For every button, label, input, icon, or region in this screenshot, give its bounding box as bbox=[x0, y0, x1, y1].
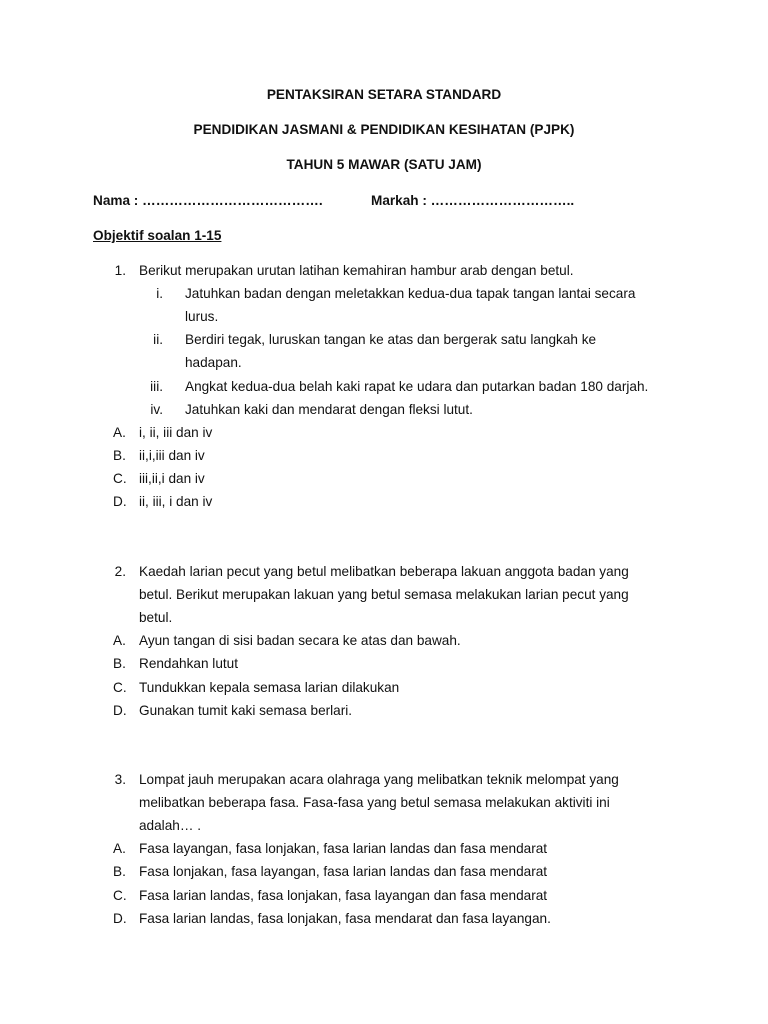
option-letter: C. bbox=[113, 887, 127, 903]
question-text: betul. Berikut merupakan lakuan yang betul semasa melakukan larian pecut yang bbox=[139, 587, 629, 603]
option-text: i, ii, iii dan iv bbox=[139, 424, 213, 440]
option-text: Fasa larian landas, fasa lonjakan, fasa layangan dan fasa mendarat bbox=[139, 887, 548, 903]
option-text: Fasa layangan, fasa lonjakan, fasa larian landas dan fasa mendarat bbox=[139, 841, 548, 857]
option-letter: B. bbox=[113, 864, 126, 880]
option-letter: D. bbox=[113, 702, 127, 718]
option-text: Gunakan tumit kaki semasa berlari. bbox=[139, 702, 353, 718]
option-letter: D. bbox=[113, 910, 127, 926]
item-text: Jatuhkan badan dengan meletakkan kedua-dua tapak tangan lantai secara bbox=[185, 286, 636, 302]
question-text: Kaedah larian pecut yang betul melibatkan beberapa lakuan anggota badan yang bbox=[139, 564, 629, 579]
option-letter: A. bbox=[113, 424, 126, 440]
question-text: Lompat jauh merupakan acara olahraga yang melibatkan teknik melompat yang bbox=[139, 772, 619, 787]
option-text: Ayun tangan di sisi badan secara ke atas dan bawah. bbox=[139, 633, 461, 649]
item-numeral: iv. bbox=[150, 401, 163, 417]
option-letter: D. bbox=[113, 494, 127, 509]
item-text: Berdiri tegak, luruskan tangan ke atas dan bergerak satu langkah ke bbox=[185, 332, 597, 348]
question-number: 1. bbox=[114, 263, 126, 278]
item-numeral: iii. bbox=[150, 378, 163, 394]
item-numeral: i. bbox=[156, 286, 163, 302]
marks-field-label: Markah : ………………………….. bbox=[371, 193, 575, 208]
item-text: Jatuhkan kaki dan mendarat dengan fleksi lutut. bbox=[185, 401, 473, 417]
question-text: adalah… . bbox=[139, 818, 201, 834]
option-text: ii,i,iii dan iv bbox=[139, 447, 205, 463]
option-text: Fasa larian landas, fasa lonjakan, fasa mendarat dan fasa layangan. bbox=[139, 910, 551, 926]
option-text: Tundukkan kepala semasa larian dilakukan bbox=[139, 679, 400, 695]
option-text: iii,ii,i dan iv bbox=[139, 470, 205, 486]
item-text: Angkat kedua-dua belah kaki rapat ke udara dan putarkan badan 180 darjah. bbox=[185, 378, 649, 394]
question-number: 3. bbox=[114, 772, 126, 787]
section-heading: Objektif soalan 1-15 bbox=[93, 228, 222, 243]
class-title: TAHUN 5 MAWAR (SATU JAM) bbox=[286, 157, 482, 172]
option-letter: C. bbox=[113, 470, 127, 486]
option-letter: B. bbox=[113, 656, 126, 672]
item-text: hadapan. bbox=[185, 355, 242, 371]
option-letter: A. bbox=[113, 841, 126, 857]
question-text: betul. bbox=[139, 610, 173, 626]
option-text: ii, iii, i dan iv bbox=[139, 494, 213, 509]
option-text: Rendahkan lutut bbox=[139, 656, 239, 672]
option-letter: B. bbox=[113, 447, 126, 463]
document-title: PENTAKSIRAN SETARA STANDARD bbox=[266, 87, 502, 102]
question-text: Berikut merupakan urutan latihan kemahiran hambur arab dengan betul. bbox=[139, 263, 574, 278]
option-letter: C. bbox=[113, 679, 127, 695]
item-text: lurus. bbox=[185, 309, 219, 325]
name-field-label: Nama : …………………………………. bbox=[93, 193, 323, 208]
name-marks-row bbox=[93, 193, 575, 208]
option-letter: A. bbox=[113, 633, 126, 649]
item-numeral: ii. bbox=[153, 332, 163, 348]
question-text: melibatkan beberapa fasa. Fasa-fasa yang betul semasa melakukan aktiviti ini bbox=[139, 795, 610, 811]
subject-title: PENDIDIKAN JASMANI & PENDIDIKAN KESIHATAN (PJPK) bbox=[193, 122, 575, 137]
option-text: Fasa lonjakan, fasa layangan, fasa larian landas dan fasa mendarat bbox=[139, 864, 548, 880]
question-number: 2. bbox=[114, 564, 126, 579]
